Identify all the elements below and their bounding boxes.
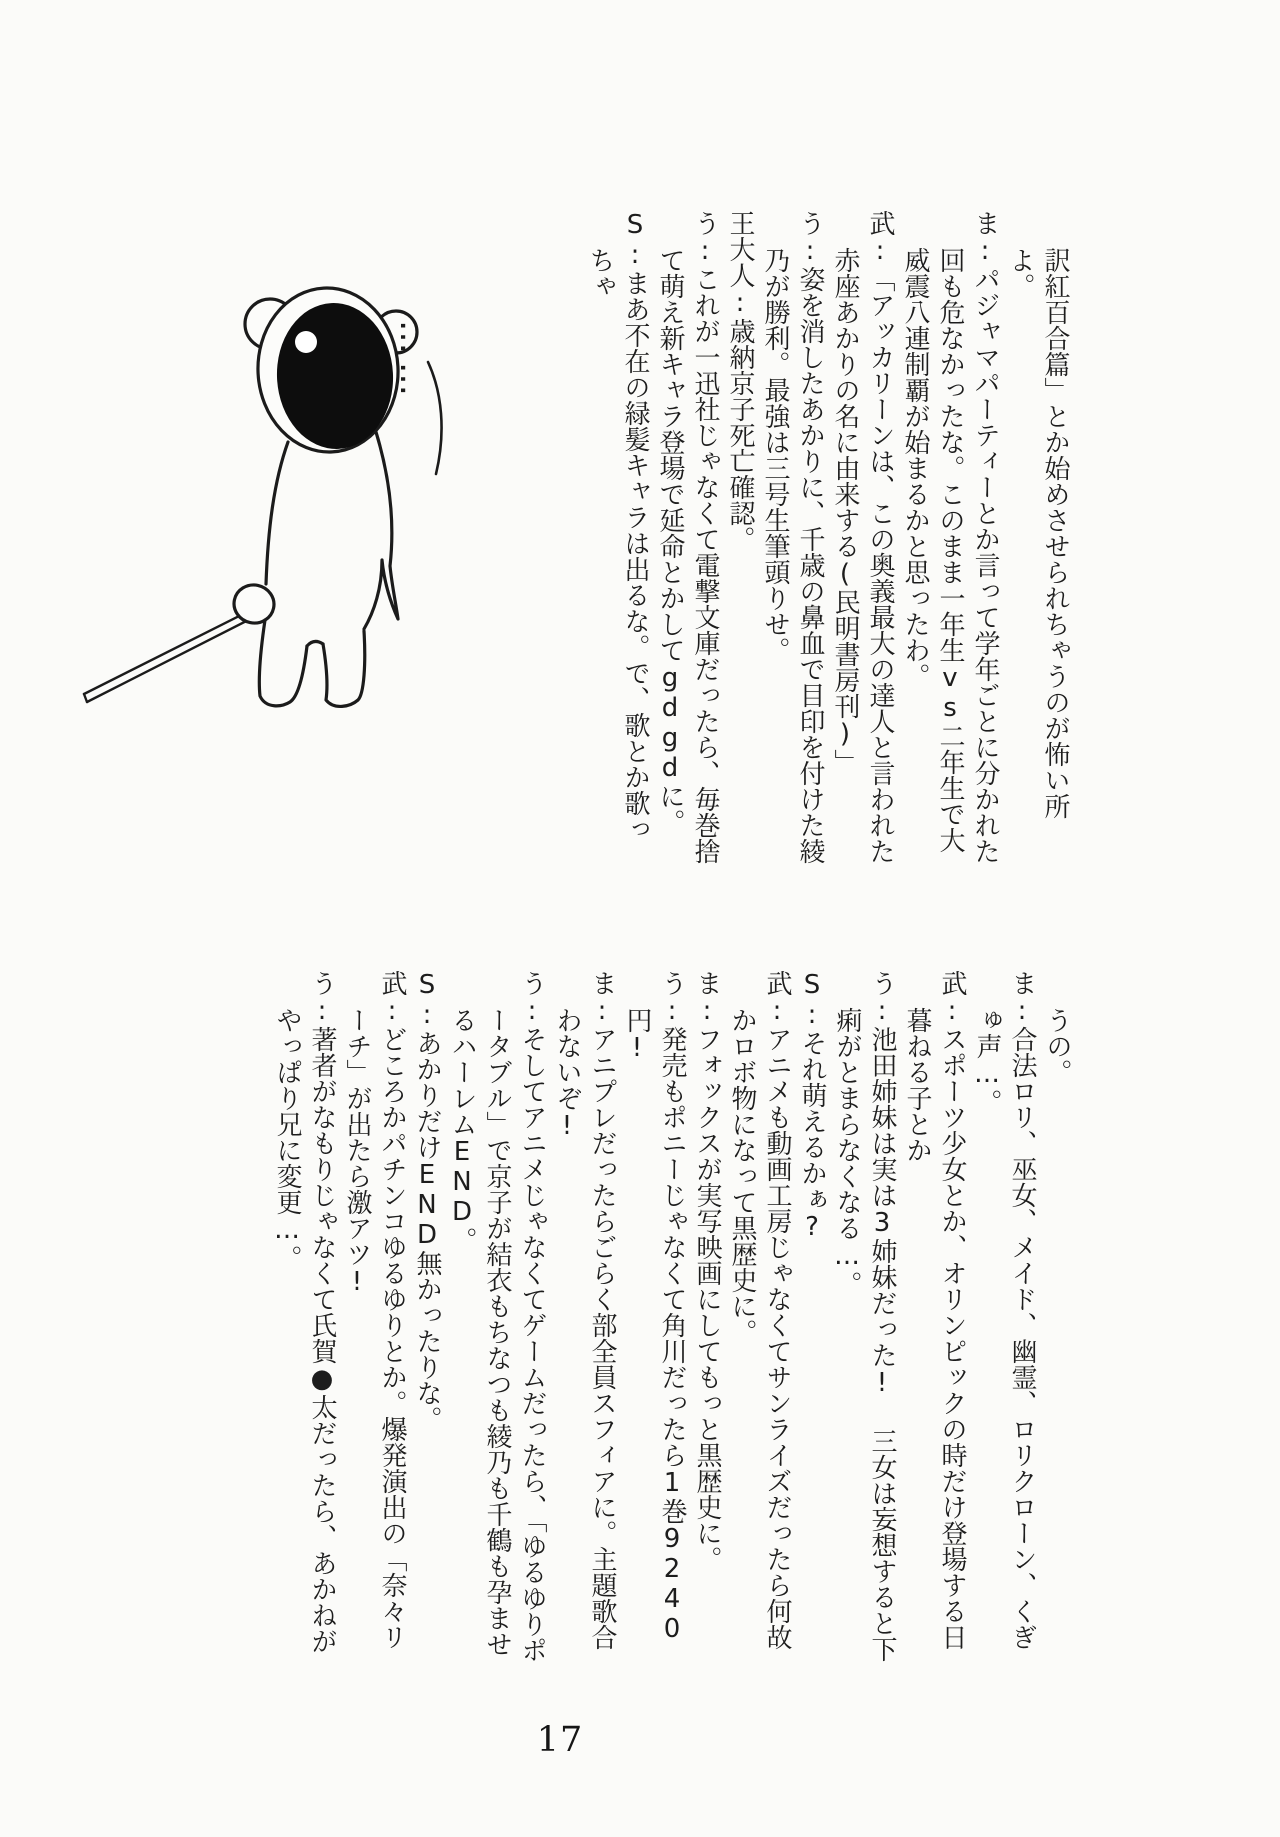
- dialogue-line: うの。: [1042, 1007, 1072, 1085]
- dialogue-line: う:姿を消したあかりに、千歳の鼻血で目印を付けた綾乃が勝利。最強は三号生筆頭りせ。: [760, 210, 825, 864]
- dialogue-line: 訳紅百合篇」とか始めさせられちゃうのが怖い所よ。: [1005, 247, 1070, 819]
- dialogue-line: 武:スポーツ少女とか、オリンピックの時だけ登場する日暮ねる子とか: [902, 970, 967, 1650]
- dialogue-line: う:発売もポニーじゃなくて角川だったら1巻9240円!: [622, 970, 687, 1644]
- dialogue-line: う:池田姉妹は実は3姉妹だった! 三女は妄想すると下痢がとまらなくなる…。: [832, 970, 897, 1662]
- speech-ellipsis: ……: [392, 320, 432, 404]
- dialogue-line: う:そしてアニメじゃなくてゲームだったら、「ゆるゆりポータブル」で京子が結衣もちなつも綾乃も千鶴も孕ませるハーレムEND。: [447, 970, 547, 1663]
- page-number: 17: [536, 1720, 584, 1760]
- dialogue-line: ま:アニプレだったらごらく部全員スフィアに。主題歌合わないぞ!: [552, 970, 617, 1650]
- crotch-line: [307, 641, 323, 646]
- dialogue-line: ま:合法ロリ、巫女、メイド、幽霊、ロリクローン、くぎゅ声…。: [972, 970, 1037, 1650]
- dialogue-line: う:著者がなもりじゃなくて氏賀●太だったら、あかねがやっぱり兄に変更…。: [272, 970, 337, 1654]
- dialogue-block-bottom: [269, 970, 1074, 1664]
- dialogue-line: 武:「アッカリーンは、この奥義最大の達人と言われた赤座あかりの名に由来する(民明書房刊)」: [830, 210, 895, 864]
- dialogue-line: 武:どころかパチンコゆるゆりとか。爆発演出の「奈々リーチ」が出たら激アツ!: [342, 970, 407, 1650]
- dialogue-line: ま:フォックスが実写映画にしてもっと黒歴史に。: [692, 970, 722, 1572]
- dialogue-line: う:これが一迅社じゃなくて電撃文庫だったら、毎巻捨て萌え新キャラ登場で延命とかしてgdgdに。: [655, 210, 720, 864]
- dialogue-line: S:あかりだけEND無かったりな。: [412, 970, 442, 1432]
- dialogue-line: ま:パジャマパーティーとか言って学年ごとに分かれた回も危なかったな。このまま一年生vs二年生で大威震八連制覇が始まるかと思ったわ。: [900, 210, 1000, 864]
- dialogue-block-top: [582, 210, 1072, 866]
- hand-icon: [230, 581, 277, 626]
- body-left-line: [266, 442, 288, 584]
- dialogue-line: S:それ萌えるかぁ?: [797, 970, 827, 1242]
- dialogue-line: 武:アニメも動画工房じゃなくてサンライズだったら何故かロボ物になって黒歴史に。: [727, 970, 792, 1650]
- leg-left-line: [259, 620, 307, 706]
- dialogue-line: 王大人:歳納京子死亡確認。: [725, 210, 755, 552]
- face-highlight-icon: [295, 331, 317, 353]
- leg-right-line: [323, 631, 365, 706]
- dialogue-line: S:まあ不在の緑髪キャラは出るな。で、歌とか歌っちゃ: [585, 210, 650, 842]
